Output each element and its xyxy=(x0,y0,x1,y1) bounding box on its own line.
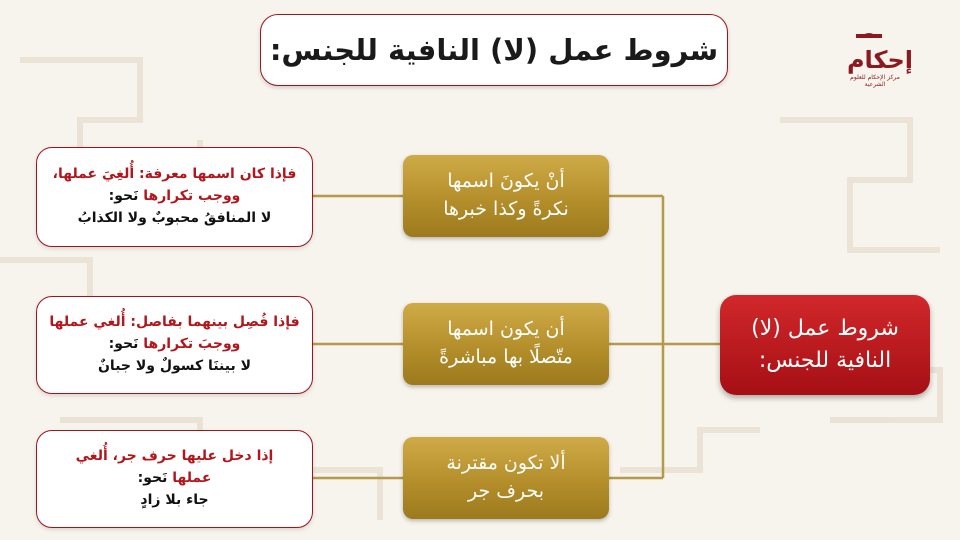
note-3-example: جاء بلا زادٍ xyxy=(140,491,209,508)
page-title-text: شروط عمل (لا) النافية للجنس: xyxy=(269,33,719,67)
note-box-2 xyxy=(36,296,313,394)
condition-3-line-2: بحرف جر xyxy=(468,480,544,502)
note-2-example: لا بيننَا كسولٌ ولا جبانٌ xyxy=(97,357,252,374)
condition-2-line-2: متّصلًا بها مباشرةً xyxy=(439,346,573,368)
central-line-1: شروط عمل (لا) xyxy=(751,316,899,342)
note-2-line-2 xyxy=(109,334,241,356)
note-2-line-2-black: نَحو: xyxy=(108,336,144,353)
note-box-1 xyxy=(36,147,313,247)
logo-caption-line: مركز الإحكام للعلوم الشرعية xyxy=(850,74,900,89)
note-1-example: لا المنافقُ محبوبٌ ولا الكذابُ xyxy=(77,209,272,226)
condition-node-3 xyxy=(403,437,609,519)
note-3-line-2-black: نَحو: xyxy=(137,470,173,487)
condition-2-line-1: أن يكون اسمها xyxy=(447,318,565,341)
central-node xyxy=(720,295,930,395)
condition-1-line-2: نكرةً وكذا خبرها xyxy=(443,198,569,220)
note-2-line-1: فإذا فُصِل بينهما بفاصل: أُلغي عملها xyxy=(49,314,300,331)
note-3-line-2 xyxy=(138,468,212,490)
note-3-line-2-red: عملها xyxy=(172,470,212,487)
note-1-line-2-black: نَحو: xyxy=(108,188,144,205)
condition-node-2 xyxy=(403,303,609,385)
note-2-line-2-red: ووجبَ تكرارها xyxy=(143,336,241,353)
note-3-line-1: إذا دخل عليها حرف جر، أُلغي xyxy=(75,448,274,465)
note-1-line-2 xyxy=(109,186,241,208)
central-line-2: النافية للجنس: xyxy=(758,348,892,373)
logo-mark: إحكام xyxy=(846,46,914,74)
note-1-line-1: فإذا كان اسمها معرفة: أُلغِيَ عملها، xyxy=(52,166,297,183)
condition-node-1 xyxy=(403,155,609,237)
condition-3-line-1: ألا تكون مقترنة xyxy=(446,452,566,475)
condition-1-line-1: أنْ يكونَ اسمها xyxy=(447,170,565,193)
note-1-line-2-red: ووجب تكرارها xyxy=(143,188,241,205)
note-box-3 xyxy=(36,430,313,528)
